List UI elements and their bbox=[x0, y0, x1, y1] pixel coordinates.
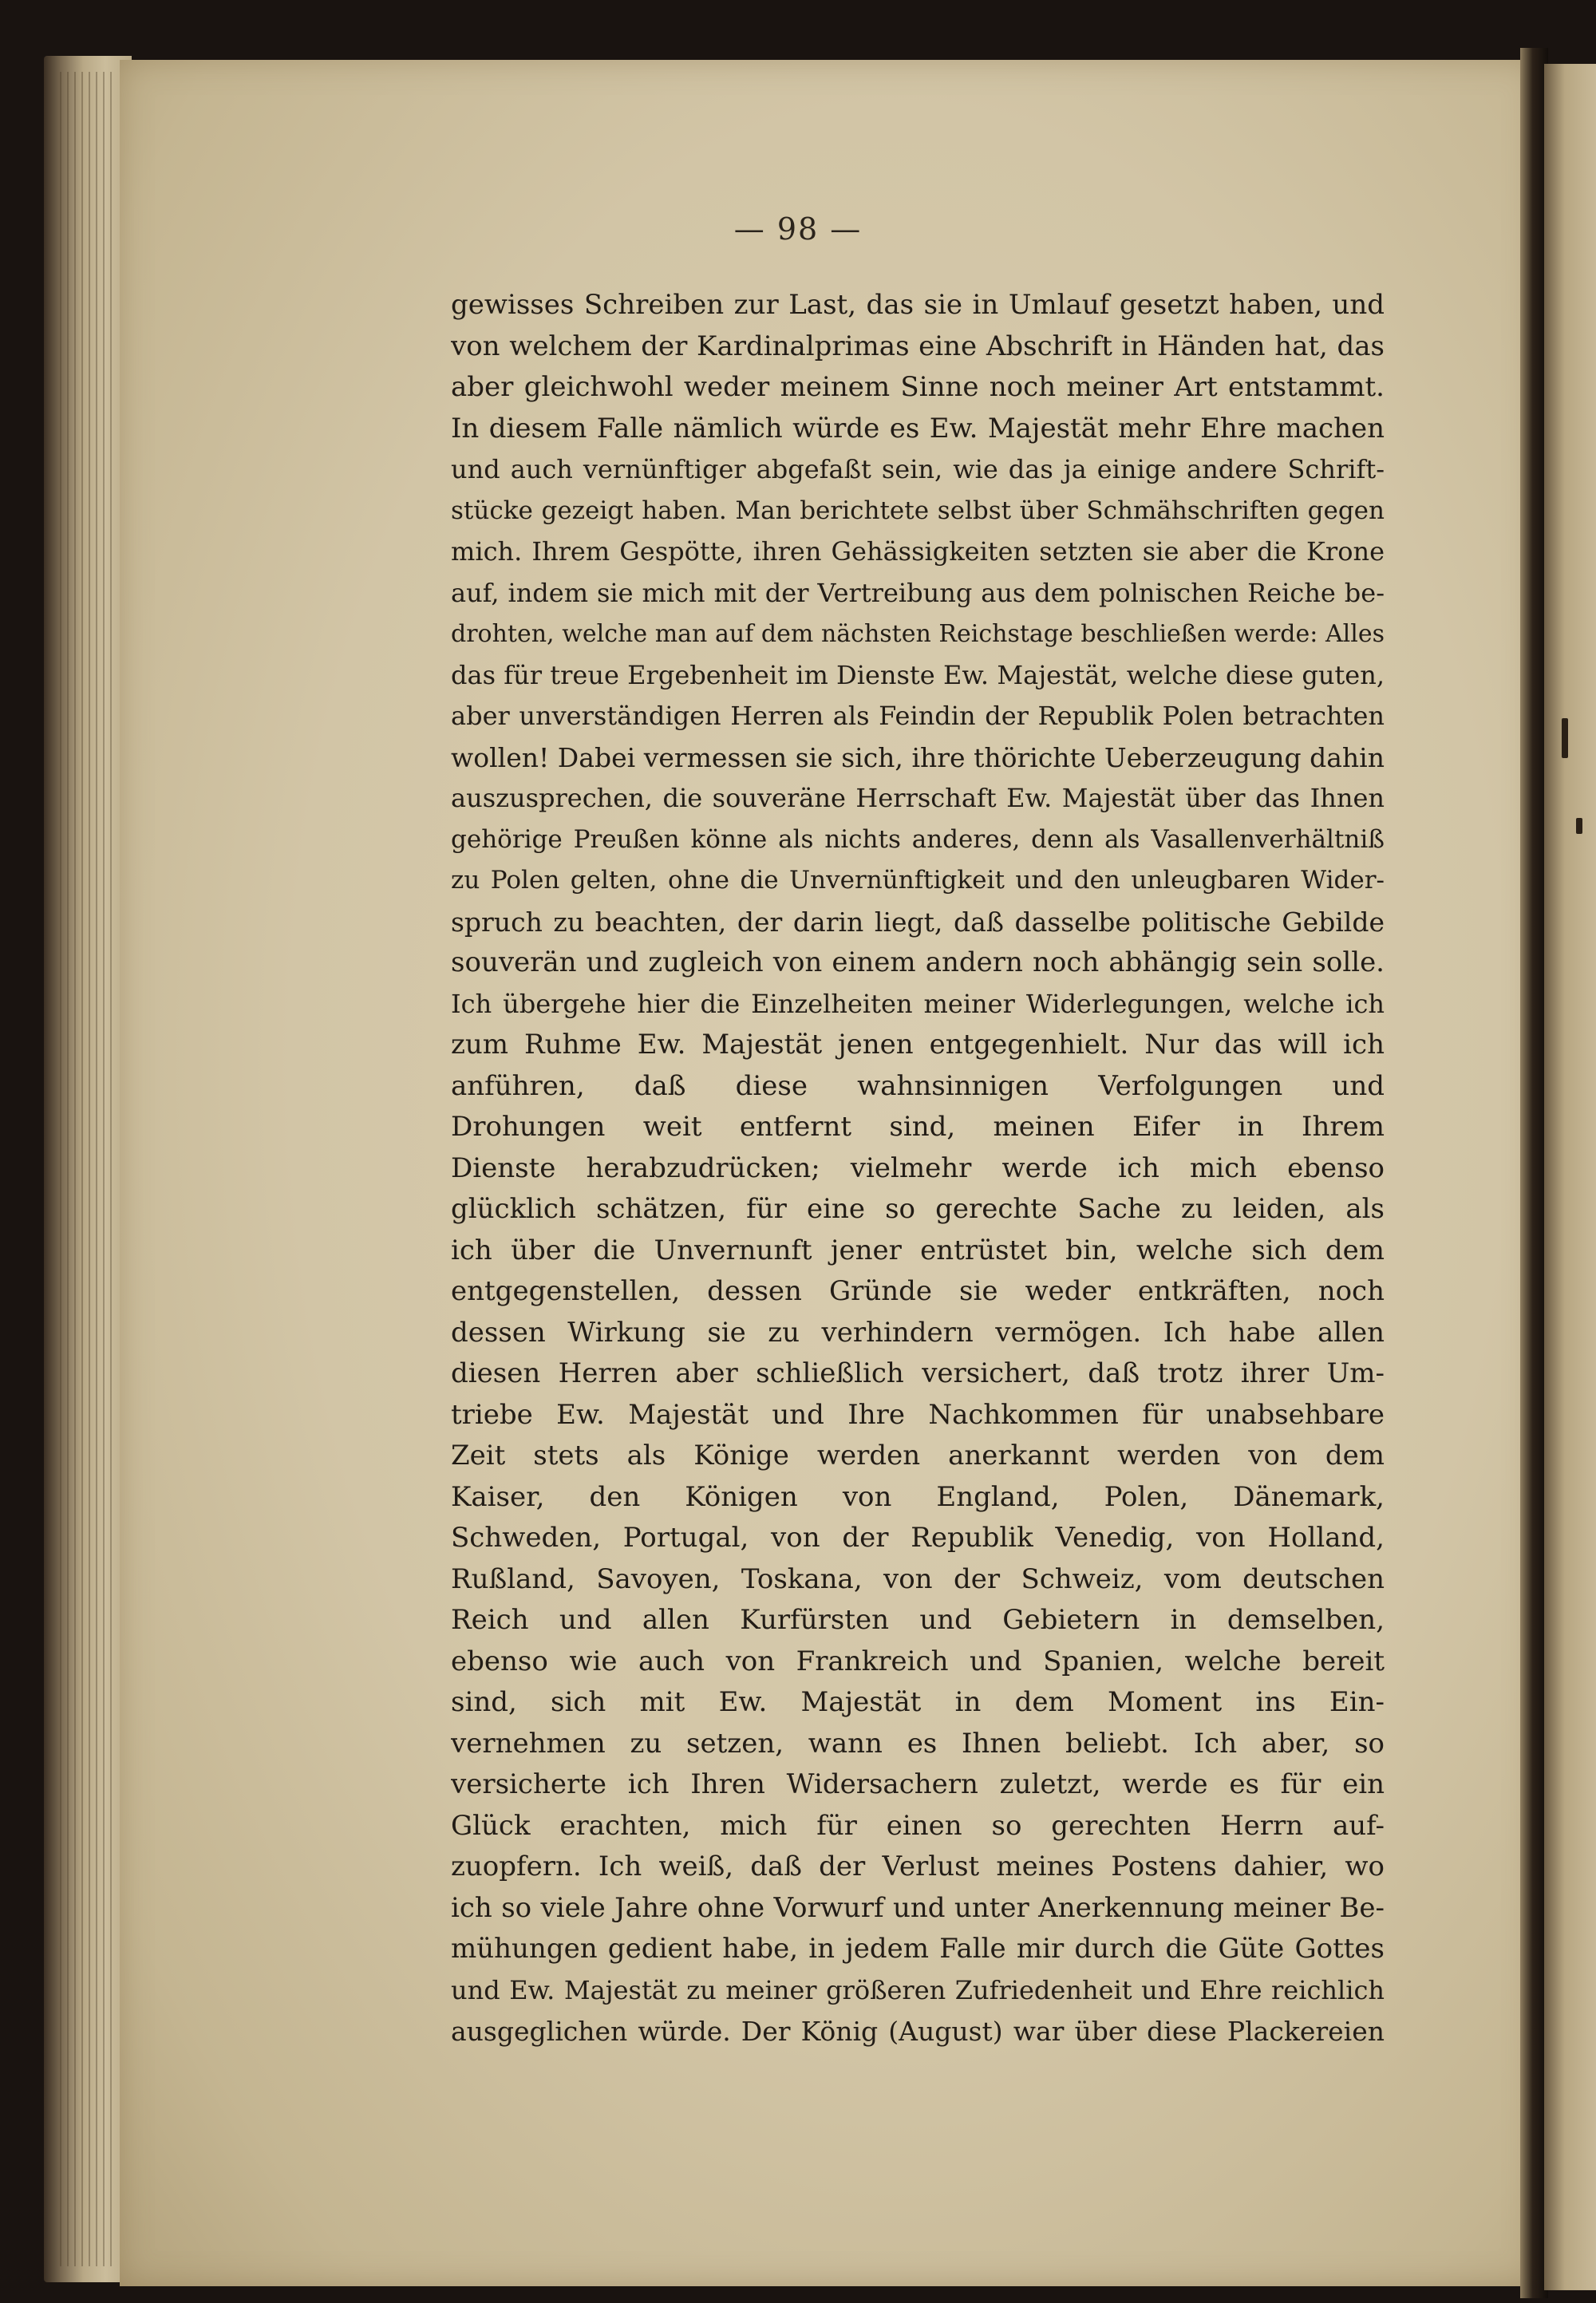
body-text bbox=[451, 285, 1385, 2052]
text-line: mich. Ihrem Gespötte, ihren Gehässigkeiten setzten sie aber die Krone bbox=[451, 536, 1385, 567]
text-line: sind, sich mit Ew. Majestät in dem Moment ins Ein- bbox=[451, 1686, 1385, 1718]
text-line: mühungen gedient habe, in jedem Falle mir durch die Güte Gottes bbox=[451, 1933, 1385, 1965]
text-line: und auch vernünftiger abgefaßt sein, wie das ja einige andere Schrift- bbox=[451, 454, 1385, 484]
facing-page-ink-mark bbox=[1562, 718, 1568, 758]
text-line: wollen! Dabei vermessen sie sich, ihre thörichte Ueberzeugung dahin bbox=[451, 741, 1385, 773]
text-line: versicherte ich Ihren Widersachern zuletzt, werde es für ein bbox=[451, 1768, 1385, 1800]
text-line: von welchem der Kardinalprimas eine Abschrift in Händen hat, das bbox=[451, 330, 1385, 362]
page-number: — 98 — bbox=[733, 211, 863, 247]
text-line: zum Ruhme Ew. Majestät jenen entgegenhielt. Nur das will ich bbox=[451, 1029, 1385, 1061]
text-line: zuopfern. Ich weiß, daß der Verlust meines Postens dahier, wo bbox=[451, 1851, 1385, 1882]
text-line: ausgeglichen würde. Der König (August) war über diese Plackereien bbox=[451, 2016, 1385, 2047]
text-line: Glück erachten, mich für einen so gerechten Herrn auf- bbox=[451, 1809, 1385, 1842]
text-line: ich so viele Jahre ohne Vorwurf und unter Anerkennung meiner Be- bbox=[451, 1891, 1385, 1924]
text-line: gehörige Preußen könne als nichts anderes, denn als Vasallenverhältniß bbox=[451, 824, 1385, 854]
text-line: Reich und allen Kurfürsten und Gebietern in demselben, bbox=[451, 1604, 1385, 1636]
text-line: anführen, daß diese wahnsinnigen Verfolgungen und bbox=[451, 1069, 1385, 1102]
text-line: entgegenstellen, dessen Gründe sie weder entkräften, noch bbox=[451, 1275, 1385, 1307]
text-line: gewisses Schreiben zur Last, das sie in Umlauf gesetzt haben, und bbox=[451, 289, 1385, 321]
text-line: diesen Herren aber schließlich versichert, daß trotz ihrer Um- bbox=[451, 1357, 1385, 1389]
page-stack-edges bbox=[60, 72, 116, 2266]
text-line: auszusprechen, die souveräne Herrschaft Ew. Majestät über das Ihnen bbox=[451, 783, 1385, 813]
text-line: und Ew. Majestät zu meiner größeren Zufriedenheit und Ehre reichlich bbox=[451, 1974, 1385, 2005]
text-line: das für treue Ergebenheit im Dienste Ew. Majestät, welche diese guten, bbox=[451, 659, 1385, 690]
text-line: Rußland, Savoyen, Toskana, von der Schweiz, vom deutschen bbox=[451, 1562, 1385, 1595]
text-line: auf, indem sie mich mit der Vertreibung aus dem polnischen Reiche be- bbox=[451, 577, 1385, 608]
text-line: Ich übergehe hier die Einzelheiten meiner Widerlegungen, welche ich bbox=[451, 988, 1385, 1019]
text-line: souverän und zugleich von einem andern noch abhängig sein solle. bbox=[451, 946, 1385, 978]
text-line: Dienste herabzudrücken; vielmehr werde ich mich ebenso bbox=[451, 1152, 1385, 1184]
text-line: spruch zu beachten, der darin liegt, daß dasselbe politische Gebilde bbox=[451, 906, 1385, 938]
text-line: In diesem Falle nämlich würde es Ew. Majestät mehr Ehre machen bbox=[451, 412, 1385, 444]
facing-page-edge bbox=[1544, 64, 1596, 2290]
text-line: stücke gezeigt haben. Man berichtete selbst über Schmähschriften gegen bbox=[451, 496, 1385, 525]
text-line: aber unverständigen Herren als Feindin der Republik Polen betrachten bbox=[451, 701, 1385, 731]
text-line: Zeit stets als Könige werden anerkannt werden von dem bbox=[451, 1440, 1385, 1471]
text-line: Drohungen weit entfernt sind, meinen Eifer in Ihrem bbox=[451, 1111, 1385, 1143]
text-line: dessen Wirkung sie zu verhindern vermögen. Ich habe allen bbox=[451, 1316, 1385, 1349]
text-line: vernehmen zu setzen, wann es Ihnen beliebt. Ich aber, so bbox=[451, 1727, 1385, 1760]
text-line: aber gleichwohl weder meinem Sinne noch meiner Art entstammt. bbox=[451, 371, 1385, 403]
text-line: Schweden, Portugal, von der Republik Venedig, von Holland, bbox=[451, 1522, 1385, 1554]
text-line: zu Polen gelten, ohne die Unvernünftigkeit und den unleugbaren Wider- bbox=[451, 866, 1385, 895]
text-line: ich über die Unvernunft jener entrüstet bin, welche sich dem bbox=[451, 1234, 1385, 1266]
facing-page-ink-mark bbox=[1576, 818, 1582, 834]
text-line: ebenso wie auch von Frankreich und Spanien, welche bereit bbox=[451, 1645, 1385, 1677]
text-line: drohten, welche man auf dem nächsten Reichstage beschließen werde: Alles bbox=[451, 620, 1385, 648]
text-line: glücklich schätzen, für eine so gerechte Sache zu leiden, als bbox=[451, 1193, 1385, 1225]
text-line: Kaiser, den Königen von England, Polen, Dänemark, bbox=[451, 1480, 1385, 1513]
text-line: triebe Ew. Majestät und Ihre Nachkommen für unabsehbare bbox=[451, 1398, 1385, 1431]
